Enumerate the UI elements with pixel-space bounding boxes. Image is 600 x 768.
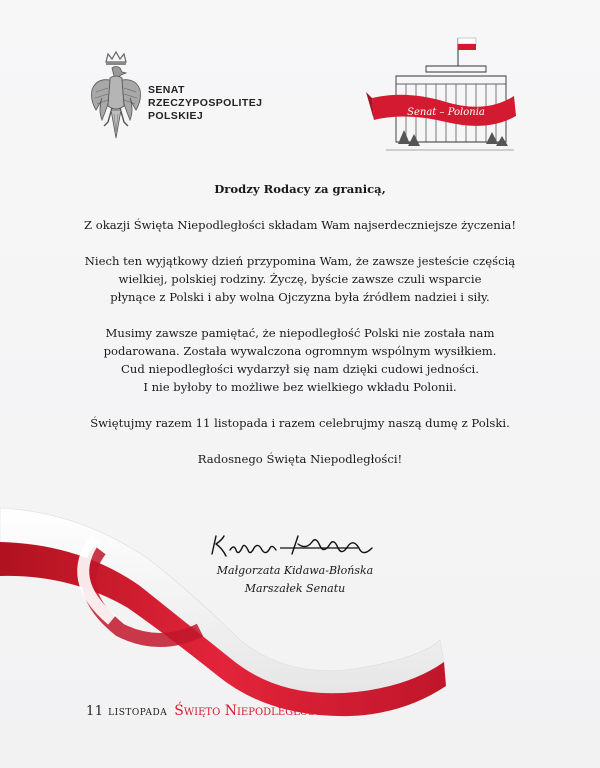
letter-body <box>40 180 560 486</box>
letter-paragraph <box>40 252 560 306</box>
footer-holiday-name: Święto Niepodległości <box>174 703 327 719</box>
handwritten-signature <box>208 530 378 564</box>
footer-date: 11 listopada <box>86 704 168 719</box>
white-red-ribbon <box>0 490 470 720</box>
institution-name <box>148 84 262 123</box>
letter-line: Cud niepodległości wydarzył się nam dzięki cudowi jedności. <box>121 362 479 376</box>
letter-line: Musimy zawsze pamiętać, że niepodległość Polski nie została nam <box>105 326 495 340</box>
letter-line: podarowana. Została wywalczona ogromnym wspólnym wysiłkiem. <box>103 344 497 358</box>
letter-paragraph <box>40 216 560 234</box>
letter-line: wielkiej, polskiej rodziny. Życzę, byście zawsze czuli wsparcie <box>118 272 482 286</box>
letter-line: Świętujmy razem 11 listopada i razem celebrujmy naszą dumę z Polski. <box>90 416 510 430</box>
letter-line: Niech ten wyjątkowy dzień przypomina Wam, że zawsze jesteście częścią <box>84 254 516 268</box>
letter-line: I nie byłoby to możliwe bez wielkiego wkładu Polonii. <box>143 380 457 394</box>
signer-name: Małgorzata Kidawa-Błońska <box>216 564 374 577</box>
letter-line: Z okazji Święta Niepodległości składam Wam najserdeczniejsze życzenia! <box>83 218 517 232</box>
letter-greeting: Drodzy Rodacy za granicą, <box>214 182 386 196</box>
letter-paragraph <box>40 324 560 396</box>
letter-line: płynące z Polski i aby wolna Ojczyzna była źródłem nadziei i siły. <box>110 290 490 304</box>
institution-line: RZECZYPOSPOLITEJ <box>148 97 263 109</box>
letter-line: Radosnego Święta Niepodległości! <box>197 452 403 466</box>
institution-line: POLSKIEJ <box>148 110 204 122</box>
institution-line: SENAT <box>148 84 185 96</box>
signer-block <box>150 562 440 598</box>
footer-holiday-line <box>86 700 326 719</box>
polonia-banner-text: Senat – Polonia <box>407 107 485 118</box>
letter-paragraph <box>40 450 560 468</box>
senat-polonia-building-logo <box>366 32 518 164</box>
letter-paragraph <box>40 414 560 432</box>
senate-eagle-emblem <box>86 48 146 158</box>
signer-title: Marszałek Senatu <box>244 582 346 595</box>
